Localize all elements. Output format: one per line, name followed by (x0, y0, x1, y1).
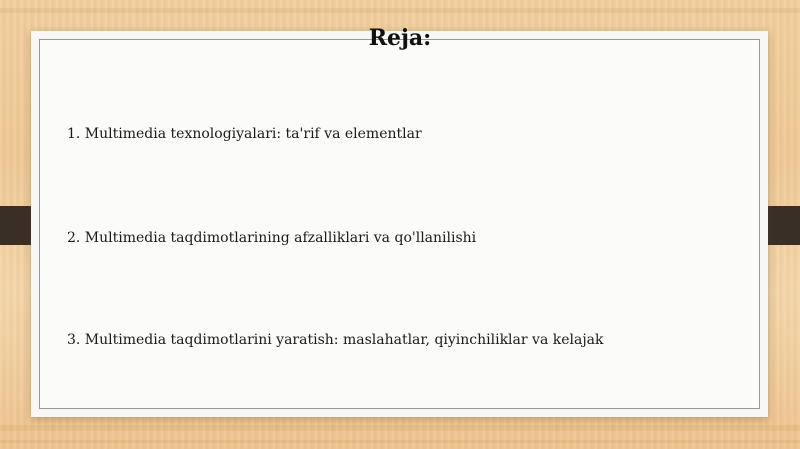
wood-grain (0, 440, 800, 443)
list-item: 3. Multimedia taqdimotlarini yaratish: maslahatlar, qiyinchiliklar va kelajak (67, 332, 604, 348)
wood-grain (0, 8, 800, 13)
list-item: 2. Multimedia taqdimotlarining afzalliklari va qo'llanilishi (67, 230, 477, 246)
wood-grain (0, 425, 800, 431)
slide-inner-frame (39, 39, 760, 409)
slide-title: Reja: (368, 25, 432, 51)
list-item: 1. Multimedia texnologiyalari: ta'rif va elementlar (67, 126, 422, 142)
slide-card (31, 31, 768, 417)
